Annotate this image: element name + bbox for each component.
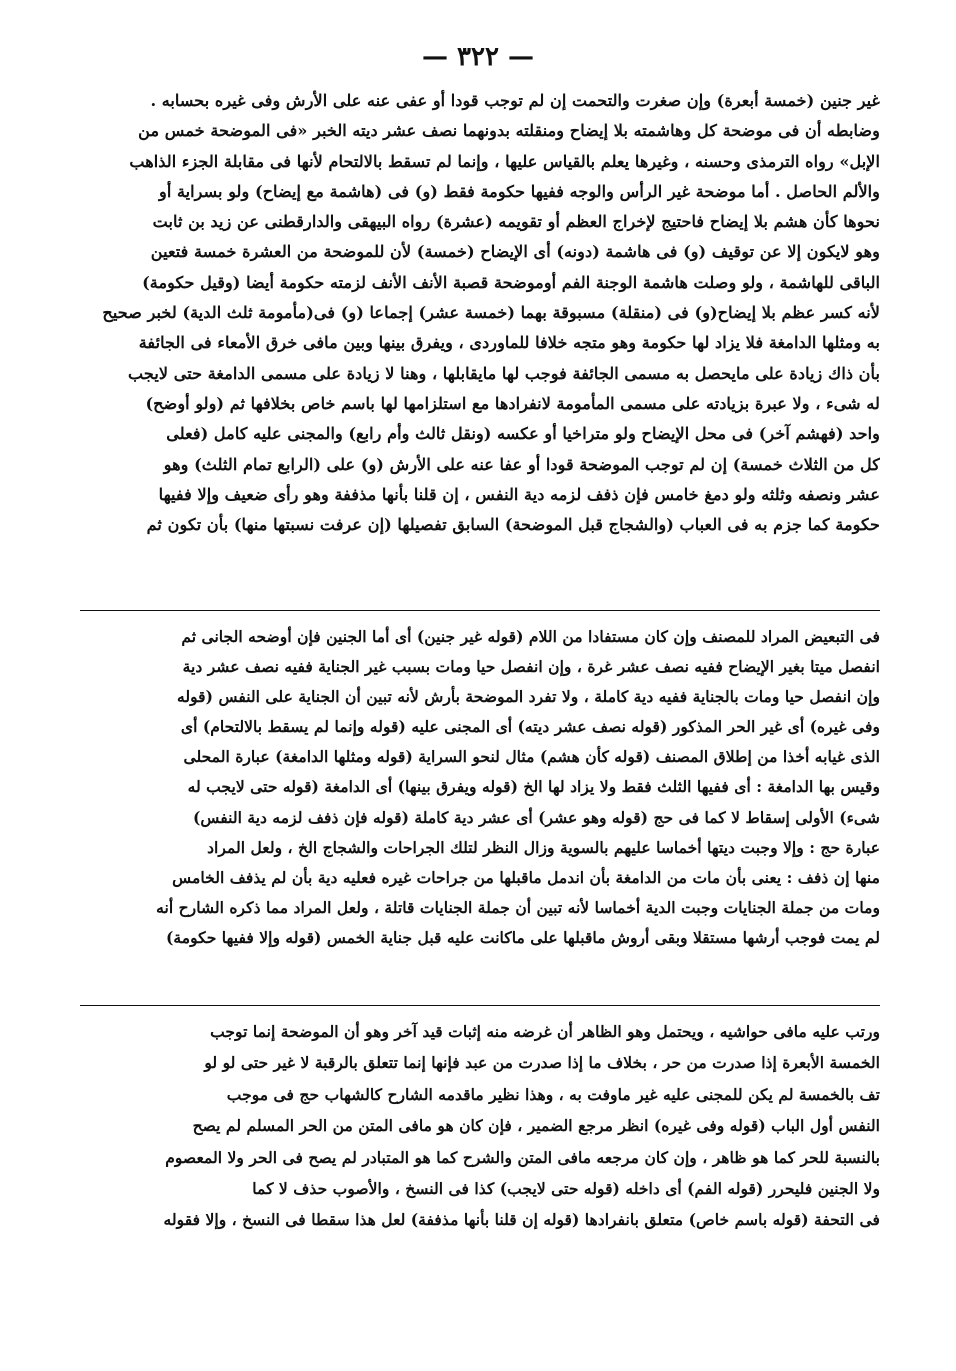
main-text-line: كل من الثلاث خمسة) إن لم توجب الموضحة قودا أو عفا عنه على الأرش (و) على (الرابع تمام الثلث) وهو bbox=[163, 454, 880, 474]
commentary-line: ومات من جملة الجنايات وجبت الدية أخماسا لأنه تبين أن جملة الجنايات قاتلة ، ولعل المراد مما ذكره الشارح أنه bbox=[156, 897, 880, 917]
section-divider bbox=[80, 610, 880, 611]
gloss-line: النفس أول الباب (قوله وفى غيره) انظر مرجع الضمير ، فإن كان هو مافى المتن من الحر المسلم لم يصح bbox=[192, 1116, 880, 1136]
main-text-line: غير جنين (خمسة أبعرة) وإن صغرت والتحمت إن لم توجب قودا أو عفى عنه على الأرش وفى غيره بحسابه . bbox=[150, 91, 880, 110]
commentary-line: وقيس بها الدامغة : أى ففيها الثلث فقط ولا يزاد لها الخ (قوله ويفرق بينها) أى الدامغة (قوله حتى لايجب له bbox=[187, 777, 880, 797]
main-text-line: الباقى للهاشمة ، ولو وصلت هاشمة الوجنة الفم أوموضحة قصبة الأنف الأنف لزمته حكومة أيضا (وقيل حكومة) bbox=[142, 272, 880, 292]
gloss-line: بالنسبة للحر كما هو ظاهر ، وإن كان مرجعه مافى المتن والشرح كما هو المتبادر لم يصح فى الحر ولا المعصوم bbox=[165, 1147, 880, 1167]
main-text-line: لأنه كسر عظم بلا إيضاح(و) فى (منقلة) مسبوقة بهما (خمسة عشر) إجماعا (و) فى(مأمومة ثلث الدية) لخبر صحيح bbox=[102, 303, 880, 323]
gloss-line: فى التحفة (قوله باسم خاص) متعلق بانفرادها (قوله إن قلنا بأنها مذففة) لعل هذا سقطا فى النسخ ، وإلا فقوله bbox=[163, 1210, 880, 1230]
gloss-text bbox=[80, 1016, 880, 1236]
gloss-line: تف بالخمسة لم يكن للمجنى عليه غير ماوفت به ، وهذا نظير ماقدمه الشارح كالشهاب حج فى موجب bbox=[226, 1084, 880, 1104]
main-text bbox=[80, 86, 880, 540]
gloss-line: الخمسة الأبعرة إذا صدرت من حر ، بخلاف ما إذا صدرت من عبد فإنها إنما تتعلق بالرقبة لا غير حتى لو لو bbox=[204, 1053, 880, 1073]
main-text-line: حكومة كما جزم به فى العباب (والشجاج قبل الموضحة) السابق تفصيلها (إن عرفت نسبتها منها) بأن تكون ثم bbox=[146, 515, 880, 535]
commentary-line: وإن انفصل حيا ومات بالجناية ففيه دية كاملة ، ولا تفرد الموضحة بأرش لأنه تبين أن الجناية على النفس (قوله bbox=[177, 687, 880, 707]
commentary-line: لم يمت فوجب أرشها مستقلا وبقى أروش ماقبلها على ماكانت عليه قبل جناية الخمس (قوله وإلا ففيها حكومة) bbox=[165, 927, 880, 947]
main-text-line: له شىء ، ولا عبرة بزيادته على مسمى المأمومة لانفرادها مع استلزامها لها باسم خاص بخلافها ثم (ولو أوضح) bbox=[145, 393, 880, 413]
gloss-line: ولا الجنين فليحرر (قوله الفم) أى داخله (قوله حتى لايجب) كذا فى النسخ ، والأصوب حذف لا كما bbox=[252, 1178, 880, 1198]
commentary-line: فى التبعيض المراد للمصنف وإن كان مستفادا من اللام (قوله غير جنين) أى أما الجنين فإن أوضحه الجانى ثم bbox=[181, 627, 880, 646]
gloss-line: ورتب عليه مافى حواشيه ، ويحتمل وهو الظاهر أن غرضه منه إثبات قيد آخر وهو أن الموضحة إنما توجب bbox=[210, 1022, 880, 1041]
main-text-line: نحوها كأن هشم بلا إيضاح فاحتيج لإخراج العظم أو تقويمه (عشرة) رواه البيهقى والدارقطنى عن زيد بن ثابت bbox=[152, 212, 880, 232]
main-text-line: والألم الحاصل . أما موضحة غير الرأس والوجه ففيها حكومة فقط (و) فى (هاشمة مع إيضاح) ولو بسراية أو bbox=[159, 181, 880, 201]
commentary-line: وفى غيره) أى غير الحر المذكور (قوله نصف عشر ديته) أى المجنى عليه (قوله وإنما لم يسقط بالالتحام) أى bbox=[180, 717, 880, 737]
commentary-line: انفصل ميتا بغير الإيضاح ففيه نصف عشر غرة ، وإن انفصل حيا ومات بسبب غير الجناية ففيه نصف عشر دية bbox=[182, 657, 880, 677]
main-text-line: وهو لايكون إلا عن توقيف (و) فى هاشمة (دونه) أى الإيضاح (خمسة) لأن للموضحة من العشرة خمسة فتعين bbox=[150, 242, 880, 262]
main-text-line: الإبل» رواه الترمذى وحسنه ، وغيرها يعلم بالقياس عليها ، وإنما لم تسقط بالالتحام لأنها فى مقابلة الجزء الذاهب bbox=[129, 151, 880, 171]
commentary-line: شىء) الأولى إسقاط لا كما فى حج (قوله وهو عشر) أى عشر دية كاملة (قوله فإن ذفف لزمه دية النفس) bbox=[192, 807, 880, 827]
main-text-line: واحد (فهشم آخر) فى محل الإيضاح ولو متراخيا أو عكسه (ونقل ثالث وأم رابع) والمجنى عليه كامل (فعلى bbox=[166, 424, 880, 444]
commentary-line: منها إن ذفف : يعنى بأن مات من الدامغة بأن اندمل ماقبلها من جراحات غيره فعليه دية بأن لم يذفف الخامس bbox=[172, 867, 880, 887]
main-text-line: عشر ونصفه وثلثه ولو دمغ خامس فإن ذفف لزمه دية النفس ، إن قلنا بأنها مذففة وهو رأى ضعيف وإلا ففيها bbox=[158, 484, 880, 504]
commentary-line: عبارة حج : وإلا وجبت ديتها أخماسا عليهم بالسوية وزال النظر لتلك الجراحات والشجاج الخ ، ولعل المراد bbox=[207, 837, 880, 857]
commentary-line: الذى غيابه أخذا من إطلاق المصنف (قوله كأن هشم) مثال لنحو السراية (قوله ومثلها الدامغة) عبارة المحلى bbox=[183, 747, 880, 767]
main-text-line: بأن ذاك زيادة على مايحصل به مسمى الجائفة فوجب لها مايقابلها ، وهنا لا زيادة على مسمى الدامغة حتى لايجب bbox=[128, 363, 880, 383]
main-text-line: وضابطه أن فى موضحة كل وهاشمته بلا إيضاح ومنقلته بدونهما نصف عشر ديته الخبر «فى الموضحة خمس من bbox=[138, 121, 880, 141]
page-number: — ٣٢٢ — bbox=[421, 42, 535, 72]
commentary-text bbox=[80, 622, 880, 953]
main-text-line: به ومثلها الدامغة فلا يزاد لها حكومة وهو متجه خلافا للماوردى ، ويفرق بينها وبين مافى خرق الأمعاء فى الجائفة bbox=[138, 333, 880, 353]
section-divider bbox=[80, 1005, 880, 1006]
